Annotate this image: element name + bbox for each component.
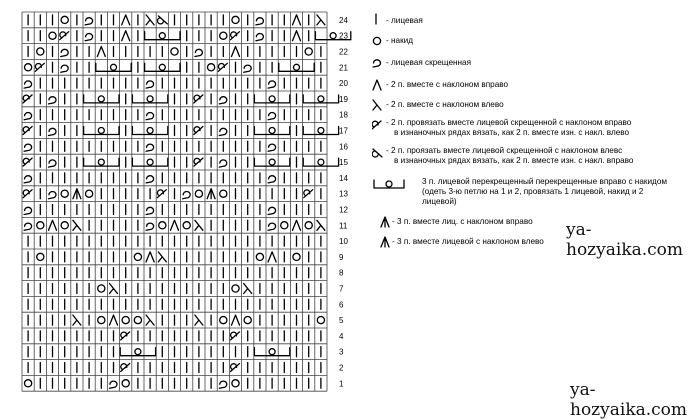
legend-item [372, 98, 698, 118]
twisted-k2tog-left-symbol [157, 16, 167, 24]
k2tog-right-symbol [171, 220, 179, 230]
legend-item [372, 78, 698, 98]
cross-3-symbol [120, 348, 155, 356]
twisted-k2tog-symbol [157, 190, 166, 198]
twisted-knit-symbol [24, 144, 32, 151]
yarn-over-symbol [122, 317, 129, 324]
yarn-over-symbol [317, 317, 324, 324]
k2tog-left-symbol [244, 284, 252, 294]
legend-text: - 2 п. проязать вместе лицевой скрещенной с наклоном влевс [386, 146, 623, 155]
k2tog-left-symbol [73, 315, 81, 325]
yarn-over-symbol [134, 253, 141, 260]
row-number: 1 [339, 379, 344, 389]
k2tog-left-shape [373, 100, 381, 110]
row-number: 7 [339, 284, 344, 294]
yarn-over-symbol [25, 64, 32, 71]
legend-text: - 3 п. вместе лицевой с наклоном влево [392, 237, 544, 246]
twisted-knit-symbol [219, 381, 227, 388]
legend-item [372, 118, 698, 146]
twisted-k2tog-symbol [60, 32, 69, 40]
twisted-knit-symbol [146, 113, 154, 120]
legend-item [372, 34, 698, 56]
k2tog-right-symbol [293, 220, 301, 230]
yarn-over-symbol [49, 32, 56, 39]
twisted-knit-symbol [146, 223, 154, 230]
k2tog-left-symbol [146, 315, 154, 325]
twisted-k2tog-symbol [194, 127, 203, 135]
twisted-knit-symbol [24, 176, 32, 183]
cross-3-symbol [254, 95, 289, 103]
row-number: 16 [339, 142, 348, 152]
twisted-knit-symbol [256, 34, 264, 41]
legend-text: - 2 п. вместе с наклоном влево [386, 100, 504, 109]
legend-text: - 2 п. вместе с наклоном вправо [386, 80, 509, 89]
twisted-k2tog-symbol [231, 332, 240, 340]
twisted-k2tog-symbol [121, 332, 130, 340]
twisted-knit-symbol [268, 176, 276, 183]
yarn-over-symbol [86, 190, 93, 197]
row-number: 11 [339, 221, 348, 231]
cross-3-symbol [303, 158, 338, 166]
twisted-knit-symbol [49, 128, 57, 135]
k2tog-right-symbol [110, 315, 118, 325]
cross-3-symbol [132, 158, 167, 166]
k2tog-left-symbol [110, 284, 118, 294]
twisted-k2tog-symbol [23, 158, 32, 166]
legend-text: - 2 п. провязать вместе лицевой скрещенной с наклоном вправо [386, 118, 632, 127]
twisted-knit-symbol [146, 81, 154, 88]
yarn-over-symbol [122, 380, 129, 387]
k2tog-right-symbol [232, 315, 240, 325]
yarn-over-symbol [98, 285, 105, 292]
k2tog-left-symbol [158, 252, 166, 262]
row-number: 14 [339, 173, 348, 183]
twisted-k2tog-symbol [231, 364, 240, 372]
twisted-k2tog-symbol [194, 158, 203, 166]
k2tog-right-symbol [293, 31, 301, 41]
cross-3-symbol [303, 127, 338, 135]
row-number: 10 [339, 237, 348, 247]
twisted-k2tog-symbol [194, 95, 203, 103]
cross-3-symbol [303, 95, 338, 103]
twisted-knit-symbol [268, 113, 276, 120]
yarn-over-shape [373, 37, 380, 44]
twisted-knit-symbol [49, 191, 57, 198]
twisted-knit-symbol [24, 113, 32, 120]
yarn-over-symbol [37, 48, 44, 55]
row-number: 18 [339, 110, 348, 120]
cross-3-symbol [132, 95, 167, 103]
k2tog-right-symbol [49, 220, 57, 230]
cross-3-symbol [254, 127, 289, 135]
cross-3-symbol [254, 158, 289, 166]
yarn-over-symbol [134, 317, 141, 324]
k2tog-right-symbol [97, 47, 105, 57]
yarn-over-symbol [220, 317, 227, 324]
cross-3-symbol [279, 63, 314, 71]
twisted-knit-symbol [268, 81, 276, 88]
yarn-over-symbol [244, 317, 251, 324]
twisted-k2tog-left-shape [372, 149, 382, 157]
k2tog-left-symbol [195, 315, 203, 325]
cross-3-symbol [145, 63, 180, 71]
k2tog-right-shape [373, 80, 381, 90]
row-number: 5 [339, 316, 344, 326]
legend-item [372, 146, 698, 177]
twisted-knit-symbol [61, 49, 69, 56]
yarn-over-symbol [232, 285, 239, 292]
yarn-over-symbol [25, 380, 32, 387]
cross-3-symbol [84, 127, 119, 135]
yarn-over-symbol [220, 32, 227, 39]
cross-3-icon [372, 177, 406, 191]
twisted-knit-symbol [24, 207, 32, 214]
twisted-k2tog-symbol [218, 63, 227, 71]
row-number: 3 [339, 347, 344, 357]
twisted-knit-shape [373, 60, 381, 67]
twisted-knit-symbol [219, 97, 227, 104]
row-number: 22 [339, 47, 348, 57]
twisted-knit-symbol [268, 223, 276, 230]
k2tog-left-symbol [146, 15, 154, 25]
yarn-over-symbol [159, 222, 166, 229]
yarn-over-symbol [183, 222, 190, 229]
twisted-k2tog-symbol [23, 95, 32, 103]
yarn-over-symbol [281, 222, 288, 229]
yarn-over-symbol [305, 222, 312, 229]
row-number: 15 [339, 158, 348, 168]
twisted-knit-symbol [146, 144, 154, 151]
twisted-knit-symbol [268, 207, 276, 214]
k2tog-right-symbol [122, 31, 130, 41]
twisted-knit-symbol [49, 97, 57, 104]
legend-text-line2: (одеть 3-ю петлю на 1 и 2, провязать 1 лицевой, накид и 2 [422, 187, 644, 196]
cross-3-symbol [254, 348, 289, 356]
twisted-knit-symbol [146, 207, 154, 214]
legend-text: - 3 п. вместе лиц. с наклоном вправо [392, 217, 533, 226]
twisted-knit-symbol [195, 49, 203, 56]
cross-3-symbol [84, 95, 119, 103]
watermark: ya-hozyaika.com [566, 220, 684, 260]
row-number: 24 [339, 15, 348, 25]
cross-3-shape [374, 180, 404, 188]
cross-3-symbol [96, 63, 131, 71]
yarn-over-symbol [293, 253, 300, 260]
yarn-over-symbol [256, 253, 263, 260]
legend-text: - лицевая скрещенная [386, 58, 472, 67]
row-number: 2 [339, 363, 344, 373]
legend-text-line3: лицевой) [422, 197, 457, 206]
cross-3-symbol [145, 32, 180, 40]
twisted-knit-symbol [24, 81, 32, 88]
twisted-knit-symbol [110, 381, 118, 388]
twisted-knit-symbol [219, 160, 227, 167]
yarn-over-symbol [37, 222, 44, 229]
legend-text: - накид [386, 36, 414, 45]
legend-text-line2: в изнаночных рядах вязать, как 2 п. вместе изн. с накл. влево [394, 128, 630, 137]
k2tog-left-symbol [195, 220, 203, 230]
twisted-knit-symbol [85, 18, 93, 25]
legend-item [372, 177, 698, 215]
k3tog-symbol [207, 189, 215, 199]
yarn-over-symbol [305, 48, 312, 55]
twisted-knit-symbol [268, 144, 276, 151]
k2tog-right-symbol [268, 252, 276, 262]
twisted-knit-symbol [146, 176, 154, 183]
k2tog-right-symbol [122, 15, 130, 25]
twisted-knit-symbol [49, 160, 57, 167]
row-number: 9 [339, 252, 344, 262]
yarn-over-symbol [37, 253, 44, 260]
legend-text: 3 п. лицевой перекрещенный перекрещенные вправо с накидом [422, 177, 668, 186]
row-number: 4 [339, 331, 344, 341]
row-number: 20 [339, 79, 348, 89]
row-number-labels [339, 16, 348, 388]
row-number: 8 [339, 268, 344, 278]
twisted-k2tog-symbol [304, 190, 313, 198]
row-number: 6 [339, 300, 344, 310]
k2tog-right-symbol [293, 15, 301, 25]
k2tog-left-symbol [317, 220, 325, 230]
k3tog-left-shape [381, 237, 389, 247]
twisted-knit-symbol [85, 34, 93, 41]
legend-item [372, 56, 698, 78]
row-number: 23 [339, 31, 348, 41]
yarn-over-symbol [232, 16, 239, 23]
yarn-over-symbol [232, 380, 239, 387]
twisted-k2tog-symbol [35, 63, 44, 71]
twisted-k2tog-right-shape [372, 121, 381, 129]
row-number: 12 [339, 205, 348, 215]
cross-3-symbol [132, 127, 167, 135]
row-number: 19 [339, 94, 348, 104]
k3tog-right-shape [381, 217, 389, 227]
k2tog-left-symbol [317, 15, 325, 25]
row-number: 13 [339, 189, 348, 199]
legend [372, 12, 698, 255]
yarn-over-symbol [61, 222, 68, 229]
k2tog-right-symbol [146, 252, 154, 262]
watermark: ya-hozyaika.com [570, 380, 688, 420]
yarn-over-symbol [61, 16, 68, 23]
twisted-knit-symbol [24, 223, 32, 230]
twisted-knit-symbol [219, 128, 227, 135]
twisted-knit-symbol [244, 65, 252, 72]
yarn-over-symbol [98, 317, 105, 324]
twisted-k2tog-symbol [23, 127, 32, 135]
yarn-over-symbol [220, 190, 227, 197]
k2tog-left-symbol [73, 220, 81, 230]
cross-3-symbol [84, 158, 119, 166]
k2tog-right-symbol [232, 47, 240, 57]
twisted-k2tog-symbol [121, 364, 130, 372]
twisted-k2tog-symbol [23, 190, 32, 198]
legend-text: - лицевая [386, 16, 423, 25]
twisted-knit-symbol [256, 18, 264, 25]
yarn-over-symbol [171, 48, 178, 55]
twisted-k2tog-symbol [231, 32, 240, 40]
k3tog-symbol [73, 189, 81, 199]
row-number: 21 [339, 63, 348, 73]
legend-text-line2: в изнаночных рядах вязать, как 2 п. вместе изн. с накл. вправо [394, 156, 634, 165]
legend-item [372, 12, 698, 34]
row-number: 17 [339, 126, 348, 136]
yarn-over-symbol [208, 64, 215, 71]
yarn-over-symbol [195, 190, 202, 197]
twisted-knit-symbol [183, 192, 191, 199]
yarn-over-symbol [61, 190, 68, 197]
twisted-knit-symbol [61, 65, 69, 72]
